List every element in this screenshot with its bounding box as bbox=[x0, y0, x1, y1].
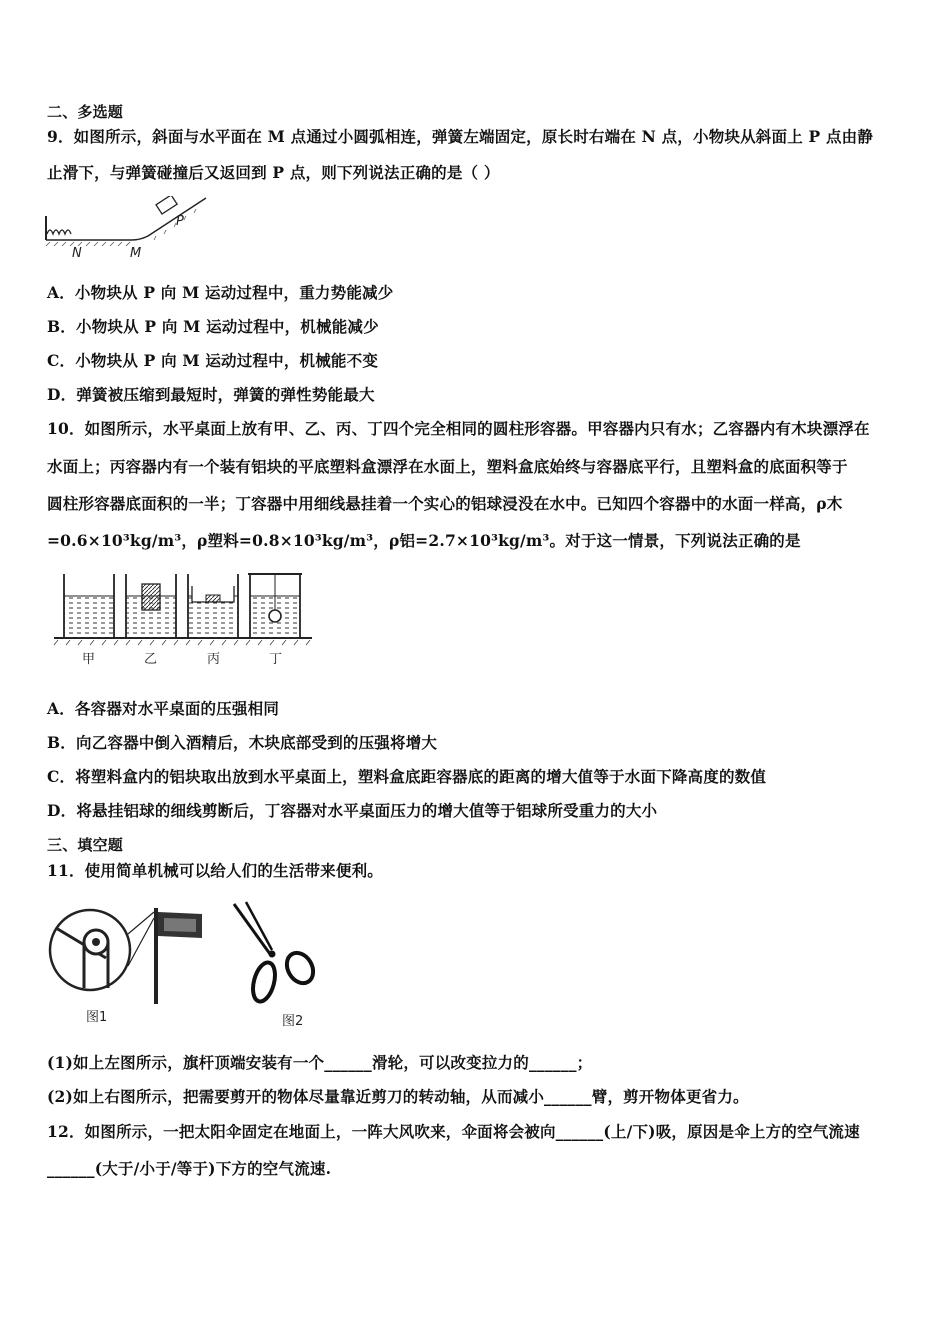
question-9-option-b: B．小物块从 P 向 M 运动过程中，机械能减少 bbox=[47, 317, 379, 336]
label-n: N bbox=[72, 246, 82, 261]
question-9-option-a: A．小物块从 P 向 M 运动过程中，重力势能减少 bbox=[47, 283, 394, 302]
pulley-and-scissors-diagram bbox=[46, 898, 326, 1010]
question-11-part-2: (2)如上右图所示，把需要剪开的物体尽量靠近剪刀的转动轴，从而减小______臂，剪开物体更省力。 bbox=[47, 1087, 749, 1106]
label-m: M bbox=[130, 246, 142, 261]
block-icon bbox=[156, 196, 177, 214]
question-10-option-a: A．各容器对水平桌面的压强相同 bbox=[47, 699, 280, 718]
question-11-figures bbox=[46, 898, 326, 1030]
container-jia bbox=[64, 574, 114, 638]
question-10-stem-line-2: 水面上；丙容器内有一个装有铝块的平底塑料盒漂浮在水面上，塑料盒底始终与容器底平行，且塑料盒的底面积等于 bbox=[47, 457, 848, 476]
question-10-figure-containers bbox=[52, 566, 314, 666]
aluminum-block-icon bbox=[206, 595, 220, 602]
question-10-option-c: C．将塑料盒内的铝块取出放到水平桌面上，塑料盒底距容器底的距离的增大值等于水面下降高度的数值 bbox=[47, 767, 767, 786]
aluminum-ball-icon bbox=[269, 610, 281, 622]
four-containers-diagram bbox=[52, 566, 314, 646]
question-9-option-c: C．小物块从 P 向 M 运动过程中，机械能不变 bbox=[47, 351, 379, 370]
spring-icon bbox=[47, 230, 71, 234]
incline-spring-diagram bbox=[44, 196, 214, 262]
scissors-icon bbox=[234, 902, 318, 1004]
figure-1-caption: 图1 bbox=[86, 1010, 108, 1025]
question-11-part-1: (1)如上左图所示，旗杆顶端安装有一个______滑轮，可以改变拉力的______； bbox=[47, 1053, 593, 1072]
flagpole-icon bbox=[154, 908, 202, 1004]
question-10-stem-line-1: 10．如图所示，水平桌面上放有甲、乙、丙、丁四个完全相同的圆柱形容器。甲容器内只有水；乙容器内有木块漂浮在 bbox=[47, 419, 870, 438]
wood-block-icon bbox=[142, 584, 160, 610]
section-heading-fill-in: 三、填空题 bbox=[47, 836, 124, 854]
label-bing: 丙 bbox=[207, 652, 221, 667]
question-10-stem-line-3: 圆柱形容器底面积的一半；丁容器中用细线悬挂着一个实心的铝球浸没在水中。已知四个容器中的水面一样高，ρ木 bbox=[47, 494, 843, 513]
question-9-stem-line-1: 9．如图所示，斜面与水平面在 M 点通过小圆弧相连，弹簧左端固定，原长时右端在 N 点，小物块从斜面上 P 点由静 bbox=[47, 127, 874, 146]
question-12-stem-line-1: 12．如图所示，一把太阳伞固定在地面上，一阵大风吹来，伞面将会被向______(上/下)吸，原因是伞上方的空气流速 bbox=[47, 1122, 860, 1141]
label-p: P bbox=[176, 214, 184, 229]
figure-2-caption: 图2 bbox=[282, 1014, 304, 1029]
container-ding bbox=[248, 574, 302, 638]
section-heading-multiple-choice: 二、多选题 bbox=[47, 103, 124, 121]
label-yi: 乙 bbox=[144, 652, 158, 667]
container-yi bbox=[126, 574, 176, 638]
question-10-option-b: B．向乙容器中倒入酒精后，木块底部受到的压强将增大 bbox=[47, 733, 438, 752]
question-12-stem-line-2: ______(大于/小于/等于)下方的空气流速. bbox=[47, 1159, 332, 1178]
question-9-stem-line-2: 止滑下，与弹簧碰撞后又返回到 P 点，则下列说法正确的是（ ） bbox=[47, 163, 500, 182]
question-10-stem-line-4: =0.6×10³kg/m³，ρ塑料=0.8×10³kg/m³，ρ铝=2.7×10³kg/m³。对于这一情景，下列说法正确的是 bbox=[47, 531, 801, 550]
label-jia: 甲 bbox=[82, 652, 96, 667]
question-9-option-d: D．弹簧被压缩到最短时，弹簧的弹性势能最大 bbox=[47, 385, 375, 404]
question-10-option-d: D．将悬挂铝球的细线剪断后，丁容器对水平桌面压力的增大值等于铝球所受重力的大小 bbox=[47, 801, 658, 820]
pulley-icon bbox=[50, 910, 154, 990]
question-11-stem: 11．使用简单机械可以给人们的生活带来便利。 bbox=[47, 861, 383, 880]
question-9-figure-incline bbox=[44, 196, 214, 262]
container-bing bbox=[188, 574, 238, 638]
label-ding: 丁 bbox=[269, 652, 283, 667]
